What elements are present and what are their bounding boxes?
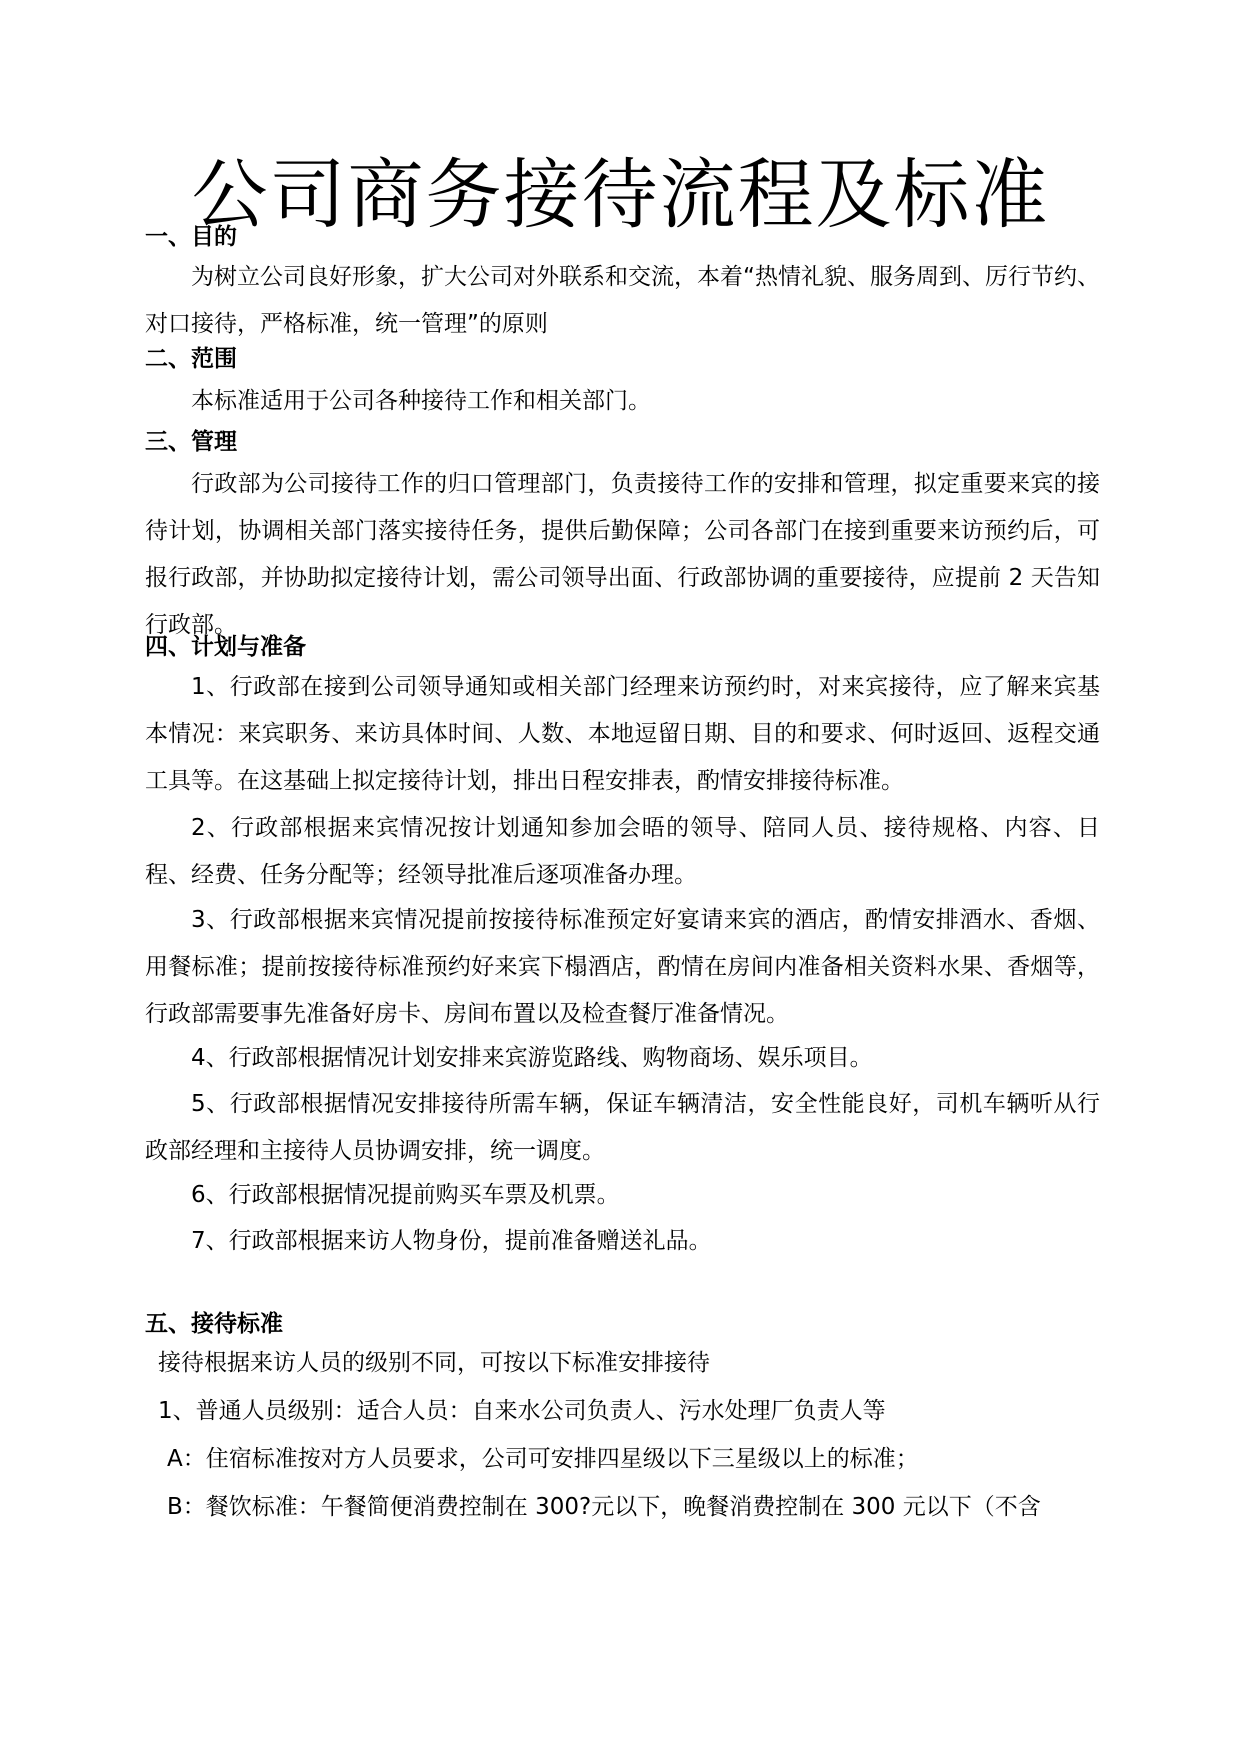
scope-paragraph: 本标准适用于公司各种接待工作和相关部门。	[191, 388, 651, 414]
document-title: 公司商务接待流程及标准	[191, 150, 1050, 239]
planning-item-4: 4、行政部根据情况计划安排来宾游览路线、购物商场、娱乐项目。	[191, 1045, 873, 1071]
section-heading-management: 三、管理	[145, 429, 237, 455]
purpose-paragraph: 为树立公司良好形象，扩大公司对外联系和交流，本着“热情礼貌、服务周到、厉行节约、对口接待，严格标准，统一管理”的原则	[145, 264, 1100, 337]
standards-intro: 接待根据来访人员的级别不同，可按以下标准安排接待	[158, 1350, 710, 1376]
section-heading-standards: 五、接待标准	[145, 1311, 283, 1337]
standards-item-a: A：住宿标准按对方人员要求，公司可安排四星级以下三星级以上的标准；	[167, 1446, 919, 1472]
section-heading-scope: 二、范围	[145, 346, 237, 372]
planning-item-5: 5、行政部根据情况安排接待所需车辆，保证车辆清洁，安全性能良好，司机车辆听从行政部经理和主接待人员协调安排，统一调度。	[145, 1091, 1100, 1164]
planning-item-6: 6、行政部根据情况提前购买车票及机票。	[191, 1182, 620, 1208]
planning-item-2: 2、行政部根据来宾情况按计划通知参加会晤的领导、陪同人员、接待规格、内容、日程、经费、任务分配等；经领导批准后逐项准备办理。	[145, 815, 1100, 888]
management-paragraph: 行政部为公司接待工作的归口管理部门，负责接待工作的安排和管理，拟定重要来宾的接待计划，协调相关部门落实接待任务，提供后勤保障；公司各部门在接到重要来访预约后，可报行政部，并协助拟定接待计划，需公司领导出面、行政部协调的重要接待，应提前 2 天告知行政部。	[145, 471, 1100, 638]
planning-item-1: 1、行政部在接到公司领导通知或相关部门经理来访预约时，对来宾接待，应了解来宾基本情况：来宾职务、来访具体时间、人数、本地逗留日期、目的和要求、何时返回、返程交通工具等。在这基础上拟定接待计划，排出日程安排表，酌情安排接待标准。	[145, 674, 1100, 794]
planning-item-7: 7、行政部根据来访人物身份，提前准备赠送礼品。	[191, 1228, 712, 1254]
section-heading-planning: 四、计划与准备	[145, 634, 306, 660]
standards-item-b: B：餐饮标准：午餐简便消费控制在 300?元以下，晚餐消费控制在 300 元以下（不含	[167, 1494, 1041, 1520]
planning-item-3: 3、行政部根据来宾情况提前按接待标准预定好宴请来宾的酒店，酌情安排酒水、香烟、用餐标准；提前按接待标准预约好来宾下榻酒店，酌情在房间内准备相关资料水果、香烟等，行政部需要事先准备好房卡、房间布置以及检查餐厅准备情况。	[145, 907, 1100, 1027]
standards-level-1: 1、普通人员级别：适合人员：自来水公司负责人、污水处理厂负责人等	[158, 1398, 886, 1424]
section-heading-purpose: 一、目的	[145, 224, 237, 250]
